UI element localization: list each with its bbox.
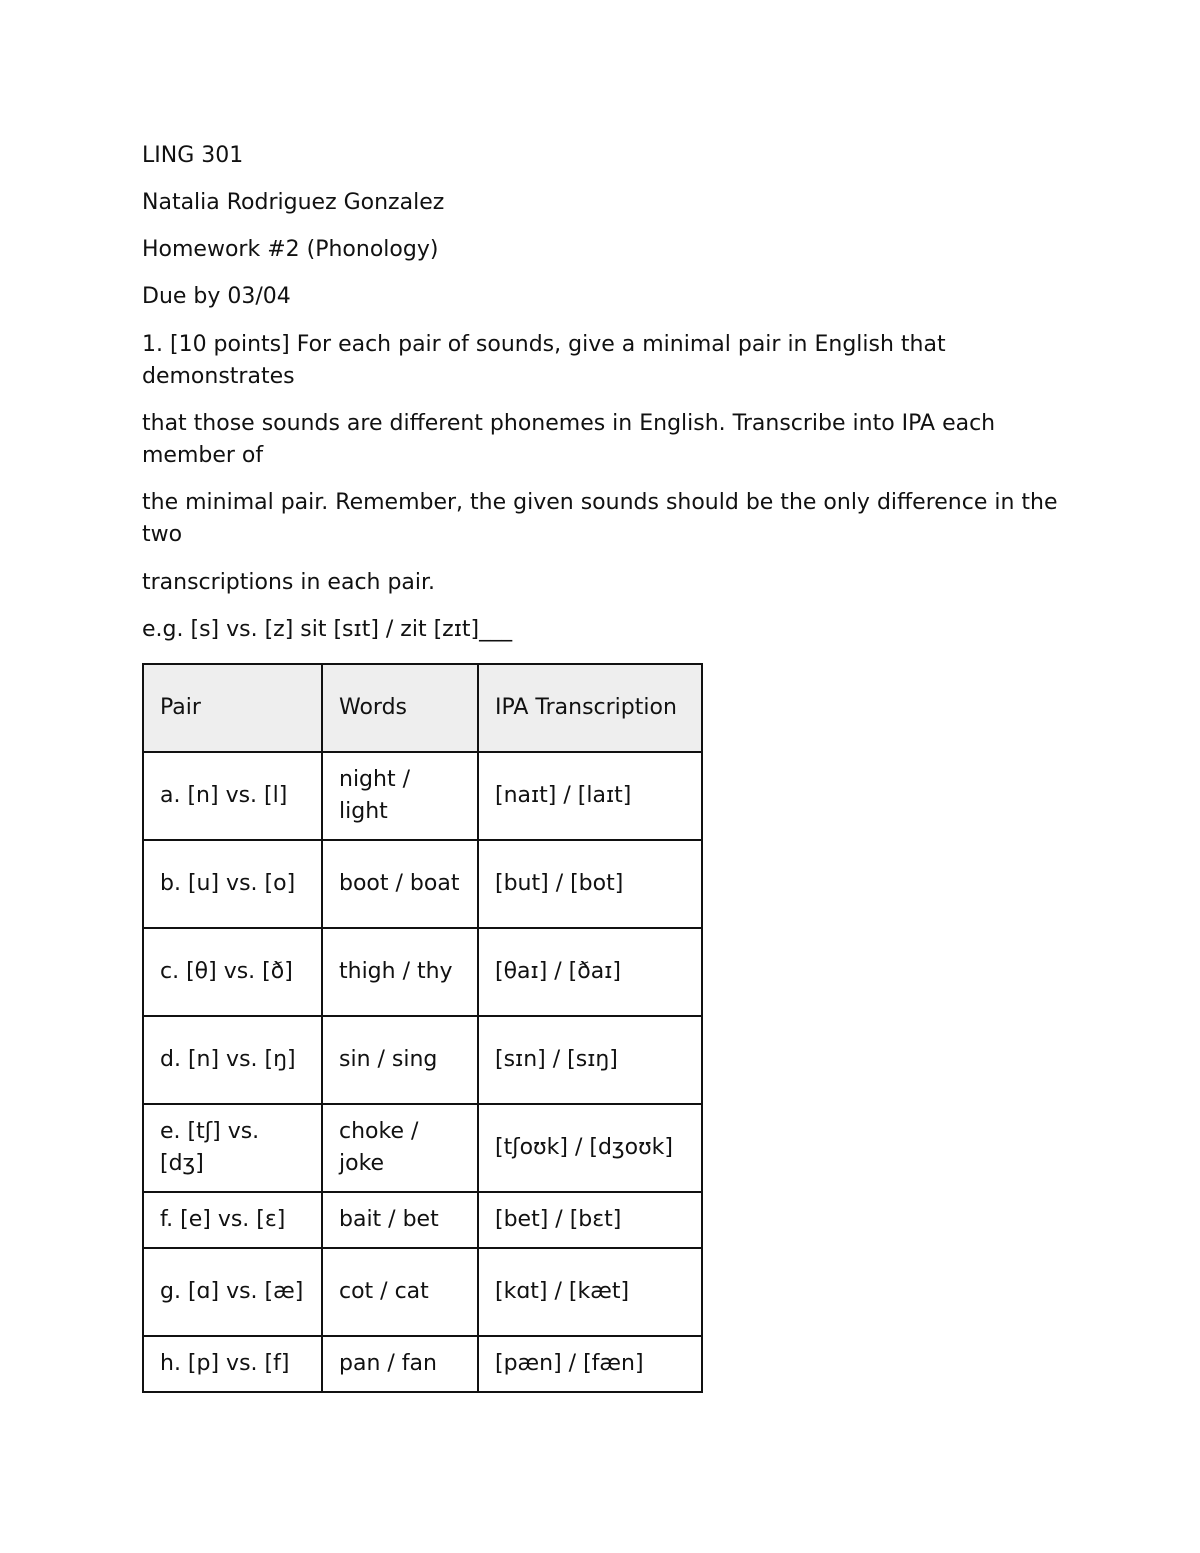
- cell-words: night / light: [322, 752, 478, 840]
- cell-pair: d. [n] vs. [ŋ]: [143, 1016, 322, 1104]
- question-paragraph-1: 1. [10 points] For each pair of sounds, give a minimal pair in English that demonstrates: [142, 332, 946, 389]
- example-line: e.g. [s] vs. [z] sit [sɪt] / zit [zɪt]___: [142, 617, 513, 642]
- cell-words: boot / boat: [322, 840, 478, 928]
- table-row: [143, 928, 702, 1016]
- table-row: [143, 1192, 702, 1248]
- cell-ipa: [sɪn] / [sɪŋ]: [478, 1016, 702, 1104]
- table-row: [143, 752, 702, 840]
- table-row: [143, 1104, 702, 1192]
- header-ipa: IPA Transcription: [478, 664, 702, 752]
- cell-words: thigh / thy: [322, 928, 478, 1016]
- cell-pair: c. [θ] vs. [ð]: [143, 928, 322, 1016]
- cell-ipa: [θaɪ] / [ðaɪ]: [478, 928, 702, 1016]
- cell-ipa: [tʃoʊk] / [dʒoʊk]: [478, 1104, 702, 1192]
- cell-pair: f. [e] vs. [ɛ]: [143, 1192, 322, 1248]
- student-name: Natalia Rodriguez Gonzalez: [142, 190, 445, 215]
- table-header-row: [143, 664, 702, 752]
- cell-pair: a. [n] vs. [l]: [143, 752, 322, 840]
- question-paragraph-2: that those sounds are different phonemes in English. Transcribe into IPA each member of: [142, 411, 996, 468]
- header-words: Words: [322, 664, 478, 752]
- header-pair: Pair: [143, 664, 322, 752]
- question-paragraph-3: the minimal pair. Remember, the given sounds should be the only difference in the two: [142, 490, 1058, 547]
- course-code: LING 301: [142, 143, 244, 168]
- question-paragraph-4: transcriptions in each pair.: [142, 570, 436, 595]
- cell-ipa: [but] / [bot]: [478, 840, 702, 928]
- cell-pair: e. [tʃ] vs. [dʒ]: [143, 1104, 322, 1192]
- table-row: [143, 840, 702, 928]
- cell-ipa: [pæn] / [fæn]: [478, 1336, 702, 1392]
- cell-pair: b. [u] vs. [o]: [143, 840, 322, 928]
- cell-pair: h. [p] vs. [f]: [143, 1336, 322, 1392]
- cell-ipa: [bet] / [bɛt]: [478, 1192, 702, 1248]
- table-row: [143, 1336, 702, 1392]
- cell-words: cot / cat: [322, 1248, 478, 1336]
- due-date: Due by 03/04: [142, 284, 291, 309]
- assignment-title: Homework #2 (Phonology): [142, 237, 439, 262]
- table-row: [143, 1016, 702, 1104]
- cell-words: choke / joke: [322, 1104, 478, 1192]
- table-row: [143, 1248, 702, 1336]
- cell-words: pan / fan: [322, 1336, 478, 1392]
- cell-words: bait / bet: [322, 1192, 478, 1248]
- cell-words: sin / sing: [322, 1016, 478, 1104]
- cell-ipa: [kɑt] / [kæt]: [478, 1248, 702, 1336]
- cell-pair: g. [ɑ] vs. [æ]: [143, 1248, 322, 1336]
- minimal-pairs-table: [142, 663, 703, 1393]
- cell-ipa: [naɪt] / [laɪt]: [478, 752, 702, 840]
